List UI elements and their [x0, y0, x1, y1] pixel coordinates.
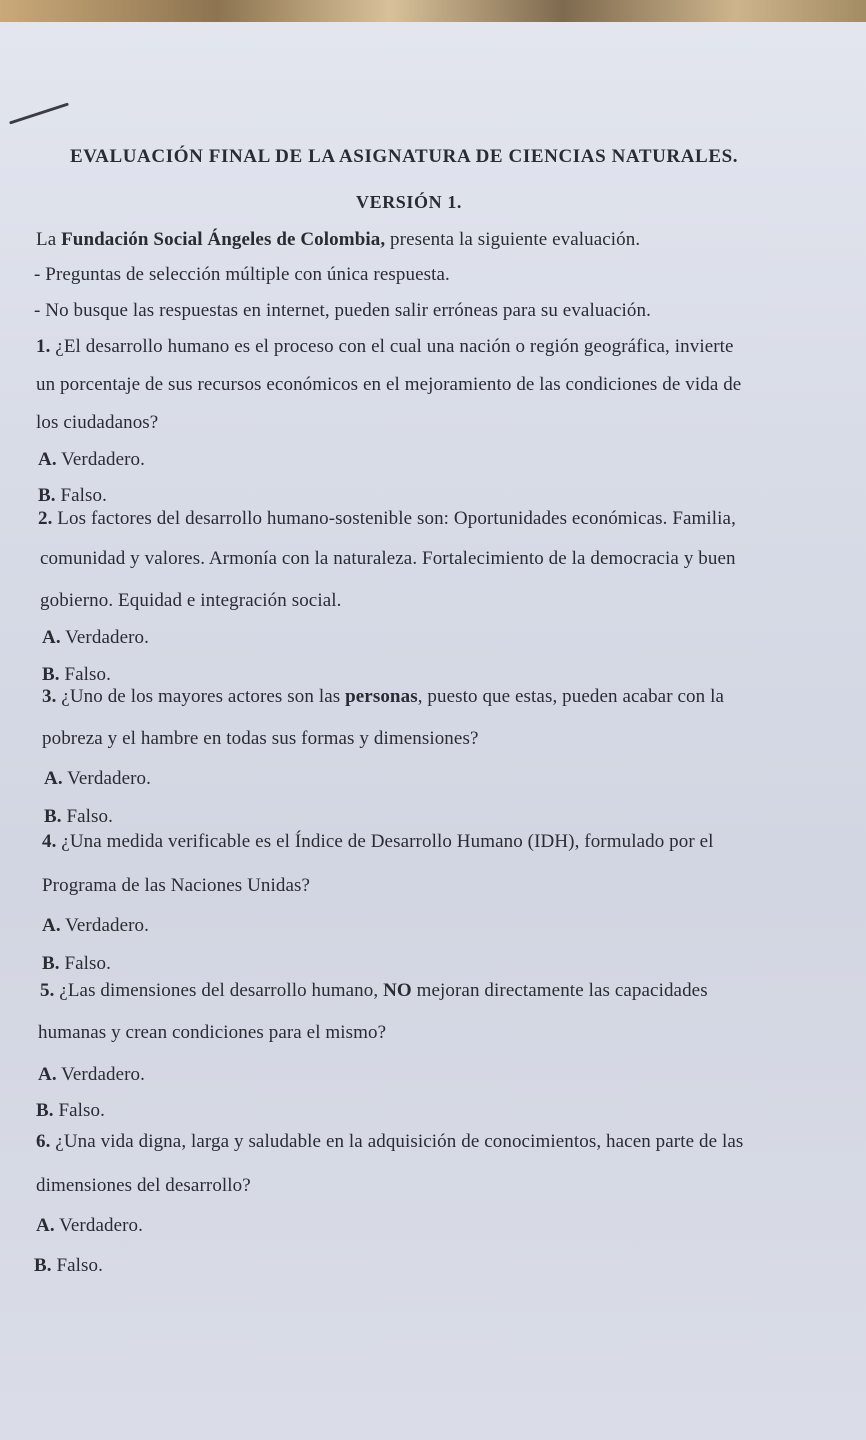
question-2-line-2: comunidad y valores. Armonía con la naturaleza. Fortalecimiento de la democracia y buen: [40, 548, 736, 569]
exam-title: EVALUACIÓN FINAL DE LA ASIGNATURA DE CIENCIAS NATURALES.: [70, 146, 739, 167]
option-a: A. Verdadero.: [36, 1215, 143, 1236]
option-b: B. Falso.: [38, 485, 107, 506]
intro-suffix: presenta la siguiente evaluación.: [385, 229, 641, 250]
option-a: A. Verdadero.: [38, 449, 145, 470]
question-5-line-1: 5. ¿Las dimensiones del desarrollo humano, NO mejoran directamente las capacidades: [40, 980, 708, 1001]
question-2-line-3: gobierno. Equidad e integración social.: [40, 590, 342, 611]
question-number: 3.: [42, 686, 57, 707]
intro-line: [36, 229, 640, 251]
question-number: 2.: [38, 508, 53, 529]
question-number: 1.: [36, 336, 51, 357]
instruction-line: - No busque las respuestas en internet, pueden salir erróneas para su evaluación.: [34, 300, 651, 321]
option-a: A. Verdadero.: [44, 768, 151, 789]
option-a: A. Verdadero.: [42, 627, 149, 648]
question-5-line-2: humanas y crean condiciones para el mismo?: [38, 1022, 387, 1043]
instruction-line: - Preguntas de selección múltiple con única respuesta.: [34, 264, 450, 285]
question-6-line-2: dimensiones del desarrollo?: [36, 1175, 251, 1196]
organization-name: Fundación Social Ángeles de Colombia,: [61, 229, 386, 250]
question-6-line-1: 6. ¿Una vida digna, larga y saludable en la adquisición de conocimientos, hacen parte de las: [36, 1131, 744, 1152]
option-b: B. Falso.: [34, 1255, 103, 1276]
question-3-line-2: pobreza y el hambre en todas sus formas y dimensiones?: [42, 728, 479, 749]
option-b: B. Falso.: [42, 664, 111, 685]
question-number: 6.: [36, 1131, 51, 1152]
question-1-line-1: 1. ¿El desarrollo humano es el proceso con el cual una nación o región geográfica, invierte: [36, 336, 734, 357]
option-b: B. Falso.: [42, 953, 111, 974]
option-b: B. Falso.: [36, 1100, 105, 1121]
question-1-line-2: un porcentaje de sus recursos económicos en el mejoramiento de las condiciones de vida de: [36, 374, 742, 395]
question-number: 4.: [42, 831, 57, 852]
option-a: A. Verdadero.: [38, 1064, 145, 1085]
question-4-line-2: Programa de las Naciones Unidas?: [42, 875, 311, 896]
question-number: 5.: [40, 980, 55, 1001]
question-3-line-1: 3. ¿Uno de los mayores actores son las personas, puesto que estas, pueden acabar con la: [42, 686, 724, 707]
question-1-line-3: los ciudadanos?: [36, 412, 159, 433]
option-a: A. Verdadero.: [42, 915, 149, 936]
option-b: B. Falso.: [44, 806, 113, 827]
question-2-line-1: 2. Los factores del desarrollo humano-sostenible son: Oportunidades económicas. Familia,: [38, 508, 736, 529]
intro-prefix: La: [36, 229, 62, 250]
exam-version: VERSIÓN 1.: [356, 192, 463, 212]
question-4-line-1: 4. ¿Una medida verificable es el Índice de Desarrollo Humano (IDH), formulado por el: [42, 831, 714, 852]
